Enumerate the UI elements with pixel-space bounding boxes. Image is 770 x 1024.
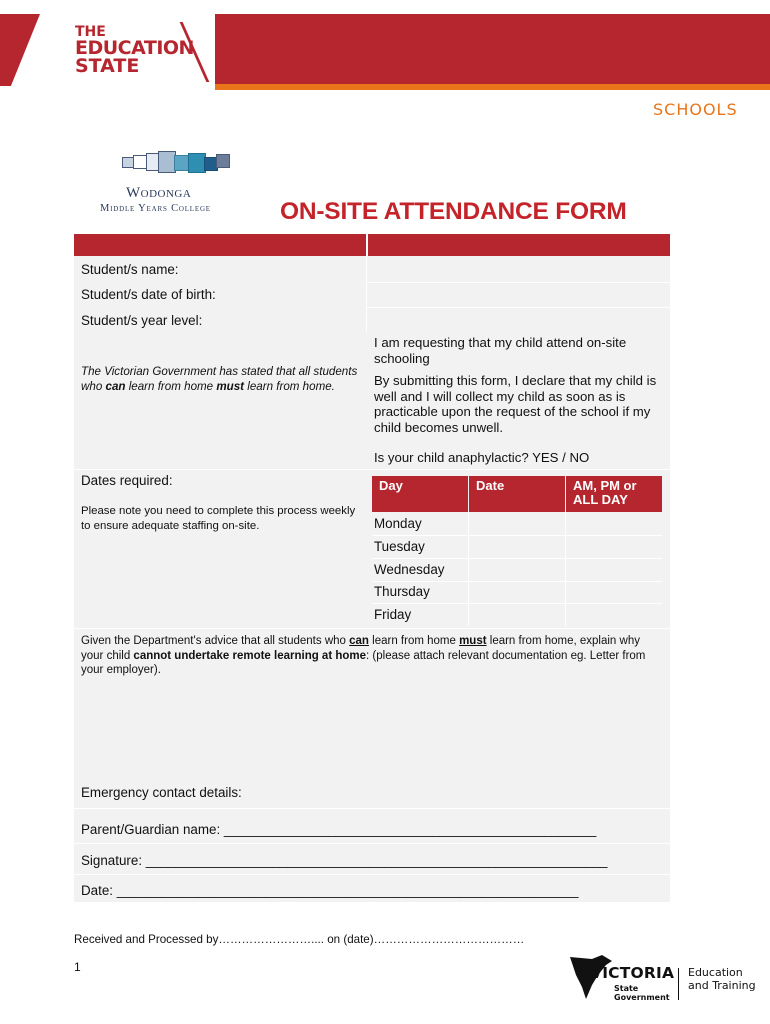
schools-label: SCHOOLS (653, 100, 738, 119)
form-panel-header-divider (366, 234, 368, 256)
form-panel-header (74, 234, 670, 256)
school-subname: Middle Years College (100, 203, 211, 214)
victoria-subtitle (614, 984, 670, 1002)
education-state-logo (75, 24, 194, 78)
student-name-field[interactable] (367, 257, 670, 282)
dob-field[interactable] (367, 283, 670, 307)
logo-line-state: STATE (75, 55, 140, 78)
day-monday: Monday (374, 516, 422, 531)
department-name (688, 967, 756, 992)
dob-label: Student/s date of birth: (81, 287, 216, 302)
date-field[interactable]: Date: ______________________________________________________________ (81, 883, 579, 898)
request-statement: I am requesting that my child attend on-site schooling (374, 335, 627, 366)
victoria-government-logo (568, 953, 758, 1003)
logo-line-education: EDUCATION (75, 37, 194, 60)
victoria-sub-government: Government (614, 993, 670, 1002)
remote-learning-instructions (81, 634, 656, 678)
gov-note-text: learn from home. (244, 379, 335, 393)
row-divider (74, 843, 670, 844)
advice-text: : (please attach relevant documentation eg. Letter from your employer). (81, 649, 646, 676)
gov-note-must: must (216, 379, 245, 393)
advice-must: must (459, 635, 487, 647)
school-name: Wodonga (126, 185, 192, 201)
row-divider (74, 874, 670, 875)
department-line1: Education (688, 966, 743, 979)
gov-note-text: The Victorian Government has stated that all students who (81, 365, 358, 393)
day-wednesday: Wednesday (374, 562, 445, 577)
session-cells[interactable] (566, 513, 662, 627)
table-header-date: Date (469, 476, 565, 512)
advice-can: can (349, 635, 369, 647)
victoria-wordmark: VICTORIA (590, 964, 675, 982)
table-header-day: Day (372, 476, 468, 512)
remote-learning-answer-area[interactable] (80, 680, 660, 775)
anaphylactic-question[interactable]: Is your child anaphylactic? YES / NO (374, 450, 590, 465)
declaration-statement: By submitting this form, I declare that my child is well and I will collect my child as soon as is practicable upon the request of the school if my child becomes unwell. (374, 373, 657, 435)
received-processed-line: Received and Processed by…………………….... on (date)………………………………… (74, 933, 525, 946)
day-thursday: Thursday (374, 584, 430, 599)
date-cells[interactable] (469, 513, 565, 627)
advice-bold: cannot undertake remote learning at home (133, 649, 367, 662)
banner-orange-rule (215, 84, 770, 90)
gov-note-text: learn from home (125, 379, 217, 393)
form-title: ON-SITE ATTENDANCE FORM (280, 198, 627, 225)
row-divider (74, 628, 670, 629)
school-logo-tiles-icon (122, 151, 232, 175)
school-logo (96, 151, 256, 213)
advice-text: learn from home (368, 635, 460, 647)
table-header-session: AM, PM or ALL DAY (566, 476, 662, 512)
day-friday: Friday (374, 607, 412, 622)
emergency-contact-label: Emergency contact details: (81, 785, 242, 800)
year-level-field[interactable] (367, 308, 670, 332)
row-divider (74, 469, 670, 470)
advice-text: learn from home, explain why your child (81, 635, 640, 662)
header-banner (0, 0, 770, 90)
parent-guardian-field[interactable]: Parent/Guardian name: __________________________________________________ (81, 822, 597, 837)
dates-required-label: Dates required: (81, 473, 173, 488)
government-note (81, 365, 361, 394)
department-line2: and Training (688, 978, 756, 992)
student-name-label: Student/s name: (81, 262, 179, 277)
victoria-sub-state: State (614, 984, 639, 993)
logo-line-the: THE (75, 24, 106, 40)
page-number: 1 (74, 960, 81, 974)
signature-field[interactable]: Signature: ______________________________________________________________ (81, 853, 608, 868)
victoria-logo-divider (678, 968, 679, 1000)
year-level-label: Student/s year level: (81, 313, 203, 328)
row-divider (74, 808, 670, 809)
gov-note-can: can (105, 379, 126, 393)
dates-note: Please note you need to complete this process weekly to ensure adequate staffing on-site. (81, 505, 356, 532)
advice-text: Given the Department's advice that all students who (81, 635, 350, 647)
day-tuesday: Tuesday (374, 539, 425, 554)
